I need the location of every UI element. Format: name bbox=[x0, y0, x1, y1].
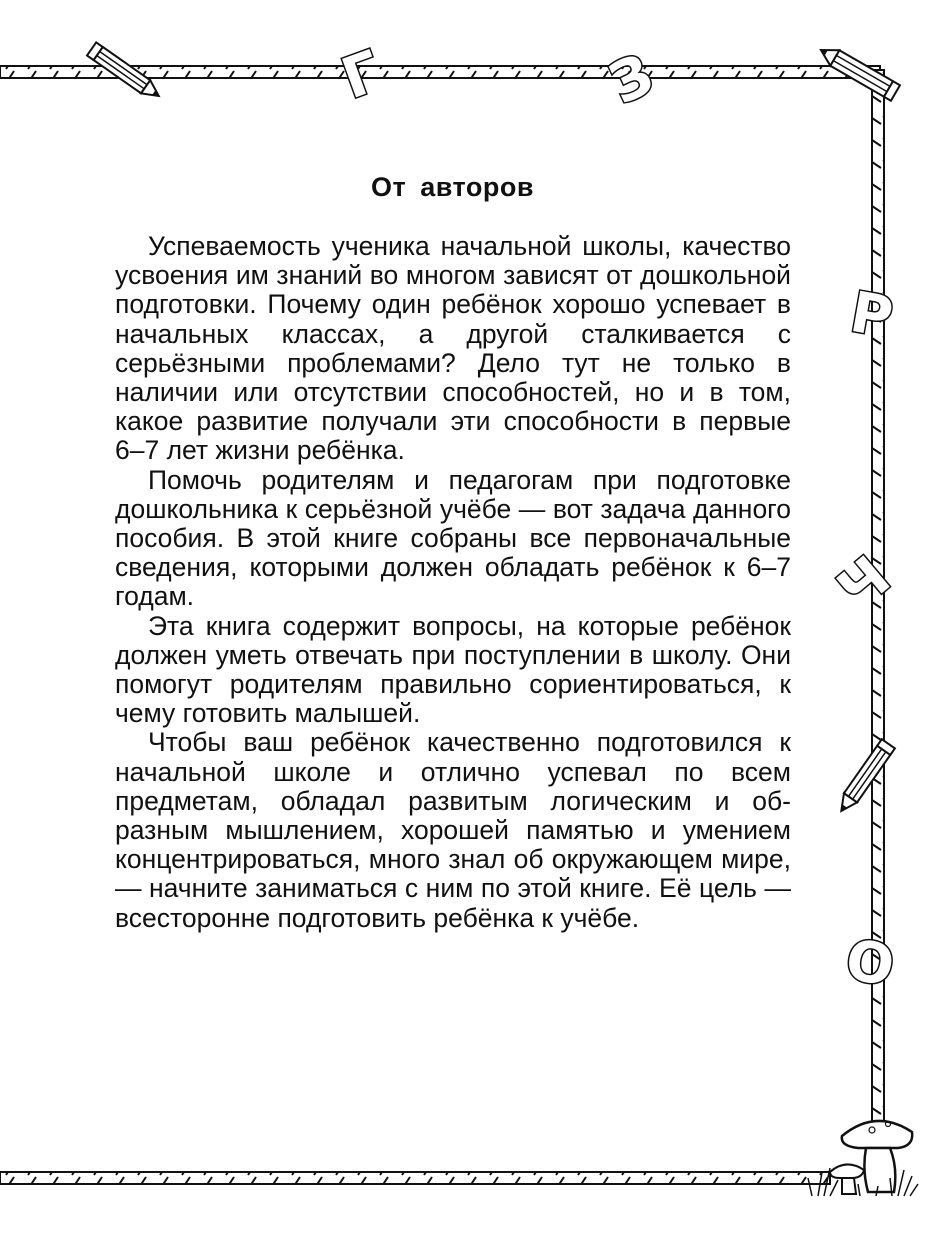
pencil-icon bbox=[835, 739, 895, 815]
bottom-border-rail bbox=[0, 1172, 830, 1184]
article-body bbox=[115, 232, 791, 933]
page-title: От авторов bbox=[371, 172, 534, 202]
decorative-letter-ch: Ч bbox=[826, 544, 903, 624]
paragraph: Эта книга содержит вопросы, на которые ребёнок должен уметь отвечать при поступлении в школу. Они помогут родителям правильно сориентироваться, к чему готовить малышей. bbox=[115, 610, 791, 729]
paragraph: Чтобы ваш ребёнок качественно подготовился к начальной школе и отлично успевал по всем предметам, обладал развитым логическим и образным мышлением, хорошей памятью и умением концентрироваться, много знал об окружающем мире, — начните заниматься с ним по этой книге. Её цель — всесторонне подготовить ребёнка к учёбе. bbox=[115, 727, 791, 933]
mushroom-icon bbox=[830, 1121, 912, 1194]
paragraph: Помочь родителям и педагогам при подготовке дошкольника к серьёзной учёбе — вот задача данного пособия. В этой книге собраны все первоначальные сведения, которыми должен обладать ребёнок к 6–7 годам. bbox=[115, 464, 791, 612]
decorative-letter-z: З bbox=[599, 41, 664, 118]
decorative-letter-r: Р bbox=[845, 279, 898, 352]
decorative-letter-g: Г bbox=[333, 38, 390, 113]
decorative-letter-o: О bbox=[840, 927, 899, 1000]
paragraph: Успеваемость ученика начальной школы, качество усвоения им знаний во многом зависят от дошкольной подготовки. Почему один ребёнок хорошо успевает в начальных классах, а другой сталкивается с серьёзными проблемами? Дело тут не только в наличии или отсутствии способностей, но и в том, какое развитие получали эти способности в первые 6–7 лет жизни ребёнка. bbox=[115, 231, 791, 466]
